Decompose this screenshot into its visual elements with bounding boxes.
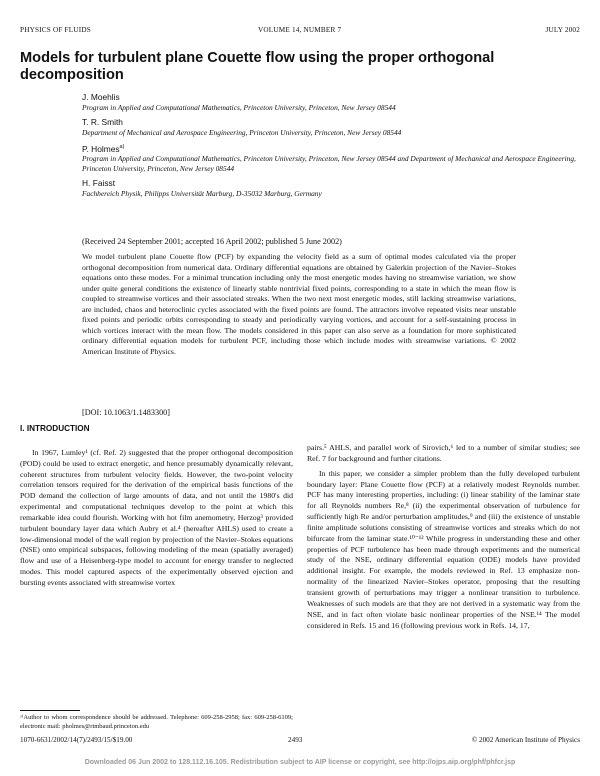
intro-paragraph-left: In 1967, Lumley¹ (cf. Ref. 2) suggested that the proper orthogonal decomposition (POD) could be used to extract energetic, and hence presumably dynamically relevant, coherent structures from turbulent velocity fields. However, the two-point velocity correlation tensors required for the derivation of the empirical basis functions of the POD demand the collection of large amounts of data, and not until the 1980's did experimental and computational techniques develop to the point at which this remarkable idea could flourish. Working with hot film anemometry, Herzog³ provided turbulent boundary layer data which Aubry et al.⁴ (hereafter AHLS) used to create a low-dimensional model of the wall region by projection of the Navier–Stokes equations (NSE) onto empirical subspaces, following modeling of the mean (spatially averaged) flow and use of a Heisenberg-type model to account for energy transfer to neglected modes. This model captured aspects of the experimentally observed ejection and bursting events associated with streamwise vortex: [20, 447, 293, 587]
received-dates: (Received 24 September 2001; accepted 16 April 2002; published 5 June 2002): [82, 237, 342, 246]
footnote: ᵃ⁾Author to whom correspondence should be addressed. Telephone: 609-258-2958; fax: 609-258-6109; electronic mail: pholmes@rimbaud.princeton.edu: [20, 714, 293, 730]
footnote-rule: [20, 710, 80, 711]
author-block: [82, 142, 582, 173]
author-affiliation: Program in Applied and Computational Mathematics, Princeton University, Princeton, New Jersey 08544: [82, 102, 396, 112]
footer-issn: 1070-6631/2002/14(7)/2493/15/$19.00: [20, 736, 133, 744]
footer-copyright: © 2002 American Institute of Physics: [471, 736, 580, 744]
author-name: P. Holmes$^{a)}$: [82, 143, 125, 154]
author-affiliation: Fachbereich Physik, Philipps Universität Marburg, D-35032 Marburg, Germany: [82, 188, 322, 198]
author-affiliation: Program in Applied and Computational Mathematics, Princeton University, Princeton, New Jersey 08544 and Department of Mechanical and Aerospace Engineering, Princeton University, Princeton, New Jersey 08544: [82, 154, 576, 173]
right-column: [307, 443, 580, 631]
author-block: [82, 117, 582, 137]
abstract: We model turbulent plane Couette flow (PCF) by expanding the velocity field as a sum of optimal modes calculated via the proper orthogonal decomposition from numerical data. Ordinary differential equations are obtained by Galerkin projection of the Navier–Stokes equations onto these modes. For a minimal truncation including only the most energetic modes having no streamwise variation, we show under quite general conditions the existence of linearly stable nontrivial fixed points, corresponding to a state in which the mean flow is coupled to streamwise vortices and their associated streaks. When the two next most energetic modes, still lacking streamwise variations, are included, chaos and heteroclinic cycles associated with the fixed points are found. The attractors involve repeated visits near unstable fixed points and periodic orbits corresponding to steady and periodically varying vortices, and account for a self-sustaining process in which vortices interact with the mean flow. The models considered in this paper can also serve as a foundation for more sophisticated ordinary differential equation models for turbulent PCF, including those which include modes with streamwise variations. © 2002 American Institute of Physics.: [82, 252, 516, 356]
footnote-mark: a): [119, 144, 125, 150]
left-column: [20, 424, 293, 589]
author-affiliation: Department of Mechanical and Aerospace Engineering, Princeton University, Princeton, New Jersey 08544: [82, 127, 402, 137]
volume-number: VOLUME 14, NUMBER 7: [258, 26, 342, 34]
author-block: [82, 92, 582, 112]
author-block: [82, 178, 582, 198]
download-notice: Downloaded 06 Jun 2002 to 128.112.16.105. Redistribution subject to AIP license or copyright, see http://ojps.aip.org/phf/phfcr.jsp: [84, 759, 516, 766]
paper-title: Models for turbulent plane Couette flow using the proper orthogonal decomposition: [20, 50, 495, 83]
section-heading: I. INTRODUCTION: [20, 424, 90, 433]
author-list: [82, 92, 582, 203]
doi[interactable]: [DOI: 10.1063/1.1483300]: [82, 408, 171, 417]
intro-paragraph-right-1: pairs.⁵ AHLS, and parallel work of Sirovich,⁶ led to a number of similar studies; see Ref. 7 for background and further citations.: [307, 443, 580, 463]
author-name: T. R. Smith: [82, 117, 123, 127]
page-number: 2493: [288, 736, 303, 744]
issue-date: JULY 2002: [545, 26, 580, 34]
journal-name: PHYSICS OF FLUIDS: [20, 26, 91, 34]
intro-paragraph-right-2: In this paper, we consider a simpler problem than the fully developed turbulent boundary layer: Plane Couette flow (PCF) at a relatively modest Reynolds number. PCF has many interesting properties, including: (i) linear stability of the laminar state for all Reynolds numbers Re,⁸ (ii) the experimental observation of turbulence for sufficiently high Re and/or perturbation amplitudes,⁹ and (iii) the existence of unstable finite amplitude solutions consisting of streamwise vortices and streaks which do not bifurcate from the laminar state.¹⁰⁻¹² While progress in understanding these and other properties of PCF turbulence has been made through experiments and the numerical study of the NSE, ordinary differential equation (ODE) models have provided additional insight. For example, the models reviewed in Ref. 13 emphasize non-normality of the linearized Navier–Stokes operator, proposing that the resulting transient growth of perturbations may trigger a nonlinear transition to turbulence. Weaknesses of such models are that they are not derived in a systematic way from the NSE, and in fact often violate basic nonlinear properties of the NSE.¹⁴ The model considered in Refs. 15 and 16 (following previous work in Refs. 14, 17,: [307, 468, 580, 630]
author-name: J. Moehlis: [82, 92, 120, 102]
author-name: H. Faisst: [82, 178, 116, 189]
